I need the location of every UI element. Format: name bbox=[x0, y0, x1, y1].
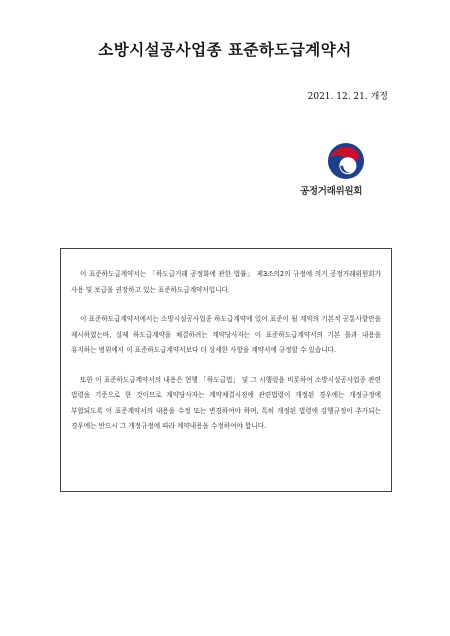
ftc-logo bbox=[300, 140, 380, 202]
preface-paragraph-1: 이 표준하도급계약서는 「하도급거래 공정화에 관한 법률」 제3조의2의 규정에 의거 공정거래위원회가 사용 및 보급을 권장하고 있는 표준하도급계약서입니다. bbox=[71, 270, 381, 294]
preface-box bbox=[60, 248, 392, 492]
page-title: 소방시설공사업종 표준하도급계약서 bbox=[98, 40, 352, 59]
preface-paragraph-2: 이 표준하도급계약서에서는 소방시설공사업종 하도급계약에 있어 표준이 될 계약의 기본적 공통사항만을 제시하였는바, 실제 하도급계약을 체결하려는 계약당사자는 이 표준하도급계약서의 기본 틀과 내용을 유지하는 범위에서 이 표준하도급계약서보다 더 상세한 사항을 계약서에 규정할 수 있습니다. bbox=[71, 315, 381, 354]
organization-name: 공정거래위원회 bbox=[300, 186, 363, 197]
korean-taegeuk-emblem-icon bbox=[327, 142, 365, 180]
preface-paragraph-3: 또한 이 표준하도급계약서의 내용은 현행 「하도급법」 및 그 시행령을 비롯하여 소방시설공사업종 관련 법령을 기준으로 한 것이므로 계약당사자는 계약체결시점에 관련법령이 개정된 경우에는 개정규정에 부합되도록 이 표준계약서의 내용을 수정 또는 변경하여야 하며, 특히 개정된 법령에 강행규정이 추가되는 경우에는 반드시 그 개정규정에 따라 계약내용을 수정하여야 합니다. bbox=[71, 375, 381, 430]
revision-date: 2021. 12. 21. 개정 bbox=[307, 92, 388, 102]
